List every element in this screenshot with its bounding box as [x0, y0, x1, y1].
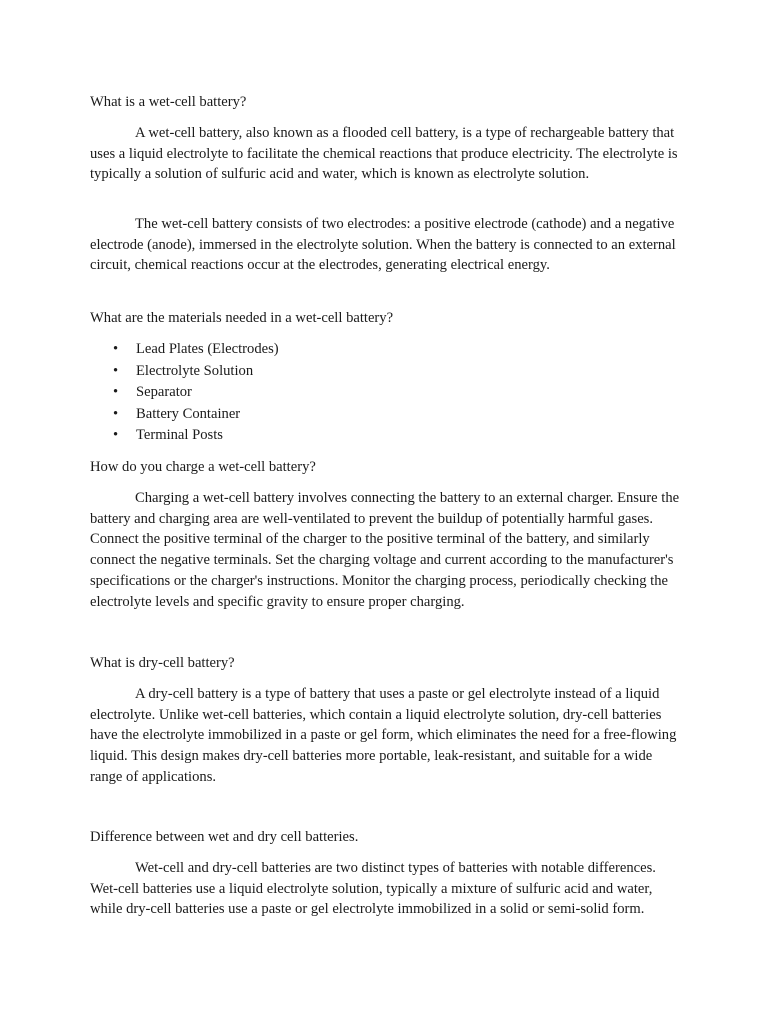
heading-charging-wet-cell: How do you charge a wet-cell battery? — [90, 459, 316, 475]
heading-wet-cell-materials: What are the materials needed in a wet-cell battery? — [90, 310, 394, 326]
list-item — [90, 404, 590, 426]
heading-wet-cell-battery: What is a wet-cell battery? — [90, 94, 247, 110]
bullet-icon: • — [113, 405, 119, 422]
list-item — [90, 361, 590, 383]
list-item-label: Battery Container — [136, 405, 241, 422]
bullet-icon: • — [113, 341, 119, 357]
list-item — [90, 382, 590, 404]
paragraph-wet-cell-definition: A wet-cell battery, also known as a flooded cell battery, is a type of rechargeable battery that uses a liquid electrolyte to facilitate the chemical reactions that produce electricity. The electrolyte is typically a solution of sulfuric acid and water, which is known as electrolyte solution. — [90, 125, 678, 183]
bullet-icon: • — [113, 427, 119, 444]
list-item — [90, 339, 590, 361]
list-item — [90, 425, 590, 447]
list-item-label: Lead Plates (Electrodes) — [136, 341, 279, 357]
list-item-label: Electrolyte Solution — [136, 362, 254, 379]
paragraph-wet-vs-dry-differences: Wet-cell and dry-cell batteries are two distinct types of batteries with notable differences. Wet-cell batteries use a liquid electrolyte solution, typically a mixture of sulfuric acid and water, while dry-cell batteries use a paste or gel electrolyte immobilized in a solid or semi-solid form. — [90, 860, 656, 918]
heading-wet-vs-dry: Difference between wet and dry cell batteries. — [90, 829, 359, 845]
heading-dry-cell-battery: What is dry-cell battery? — [90, 655, 235, 671]
paragraph-charging-instructions: Charging a wet-cell battery involves connecting the battery to an external charger. Ensure the battery and charging area are well-ventilated to prevent the buildup of potentially harmful gases. Connect the positive terminal of the charger to the positive terminal of the battery, and similarly connect the negative terminals. Set the charging voltage and current according to the manufacturer's specifications or the charger's instructions. Monitor the charging process, periodically checking the electrolyte levels and specific gravity to ensure proper charging. — [90, 490, 680, 610]
list-item-label: Terminal Posts — [136, 427, 223, 444]
paragraph-dry-cell-definition: A dry-cell battery is a type of battery that uses a paste or gel electrolyte instead of a liquid electrolyte. Unlike wet-cell batteries, which contain a liquid electrolyte solution, dry-cell batteries have the electrolyte immobilized in a paste or gel form, which eliminates the need for a free-flowing liquid. This design makes dry-cell batteries more portable, leak-resistant, and suitable for a wide range of applications. — [90, 686, 677, 785]
bullet-icon: • — [113, 362, 119, 379]
materials-list — [90, 339, 590, 447]
paragraph-wet-cell-electrodes: The wet-cell battery consists of two electrodes: a positive electrode (cathode) and a negative electrode (anode), immersed in the electrolyte solution. When the battery is connected to an external circuit, chemical reactions occur at the electrodes, generating electrical energy. — [90, 216, 676, 274]
bullet-icon: • — [113, 384, 119, 401]
list-item-label: Separator — [136, 384, 192, 401]
